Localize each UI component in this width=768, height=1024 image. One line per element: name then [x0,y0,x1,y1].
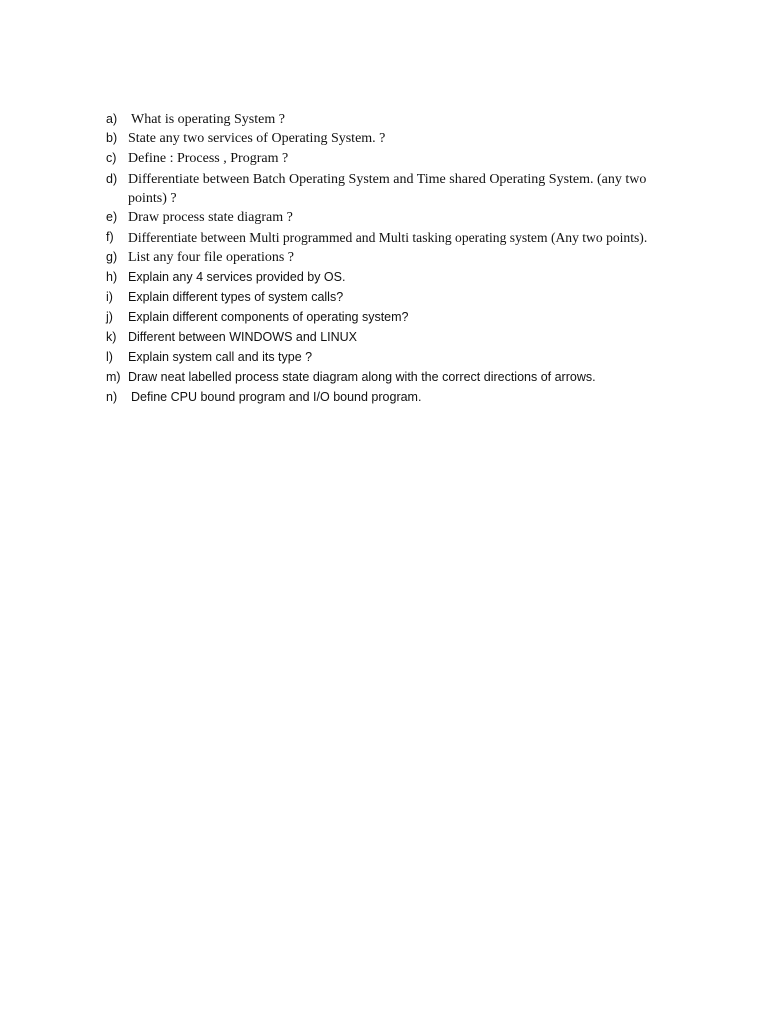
question-list [106,110,666,408]
item-letter: g) [106,250,118,264]
list-item [106,388,666,408]
item-letter: k) [106,330,117,344]
list-item [106,328,666,348]
item-letter: h) [106,270,118,284]
item-letter: l) [106,350,113,364]
list-item [106,368,666,388]
item-text: Differentiate between Batch Operating System and Time shared Operating System. (any two points) ? [128,172,647,206]
item-text: List any four file operations ? [128,250,295,265]
item-text: Draw process state diagram ? [128,210,293,225]
list-item [106,129,666,149]
item-letter: f) [106,230,114,244]
item-text: Draw neat labelled process state diagram along with the correct directions of arrows. [128,370,596,384]
item-letter: n) [106,390,118,404]
list-item [106,268,666,288]
item-text: Differentiate between Multi programmed and Multi tasking operating system (Any two points). [128,230,648,245]
list-item [106,308,666,328]
list-item [106,170,666,208]
item-text: What is operating System ? [131,112,285,127]
item-text: Different between WINDOWS and LINUX [128,330,358,344]
item-text: Explain different components of operating system? [128,310,409,324]
item-text: Explain different types of system calls? [128,290,344,304]
list-item [106,288,666,308]
list-item [106,228,666,248]
item-letter: e) [106,210,118,224]
list-item [106,348,666,368]
list-item [106,248,666,268]
item-text: State any two services of Operating System. ? [128,131,386,146]
item-letter: m) [106,370,121,384]
list-item [106,208,666,228]
item-text: Explain any 4 services provided by OS. [128,270,346,284]
item-text: Explain system call and its type ? [128,350,313,364]
item-letter: i) [106,290,113,304]
item-letter: c) [106,151,117,165]
item-letter: d) [106,172,118,186]
item-letter: b) [106,131,118,145]
item-letter: a) [106,112,118,126]
list-item [106,110,666,129]
item-text: Define : Process , Program ? [128,151,289,166]
item-letter: j) [106,310,113,324]
list-item [106,149,666,170]
item-text: Define CPU bound program and I/O bound program. [131,390,422,404]
